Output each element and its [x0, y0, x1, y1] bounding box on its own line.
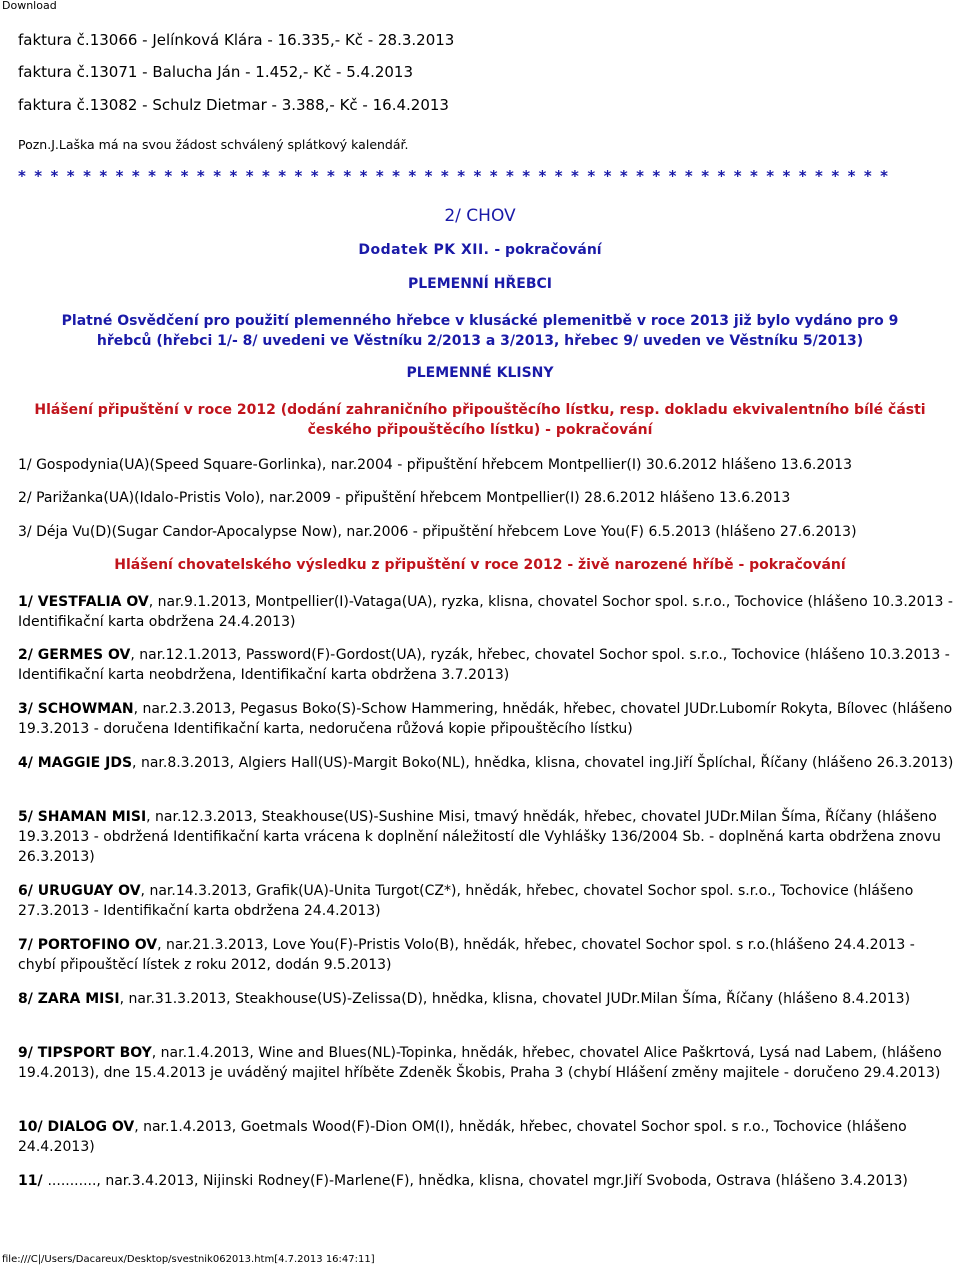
foal-details: , nar.1.4.2013, Wine and Blues(NL)-Topinka, hnědák, hřebec, chovatel Alice Paškrtová, Lysá nad Labem, (hlášeno 19.4.2013), dne 15.4.2013 je uváděný majitel hříběte Zdeněk Škobis, Praha 3 (chybí Hlášení změny majitele - doručeno 29.4.2013) [18, 1045, 942, 1081]
addendum-heading [0, 242, 960, 258]
foal-entry [18, 1117, 956, 1157]
payment-note: Pozn.J.Laška má na svou žádost schválený splátkový kalendář. [18, 137, 409, 152]
star-divider: * * * * * * * * * * * * * * * * * * * * * * * * * * * * * * * * * * * * * * * * * * * * * * * * * * * * * * [18, 167, 890, 185]
invoice-line: faktura č.13082 - Schulz Dietmar - 3.388,- Kč - 16.4.2013 [18, 96, 449, 114]
foal-entry [18, 1043, 956, 1083]
foal-details: , nar.21.3.2013, Love You(F)-Pristis Volo(B), hnědák, hřebec, chovatel Sochor spol. s r.o.(hlášeno 24.4.2013 - chybí připouštěcí lístek z roku 2012, dodán 9.5.2013) [18, 937, 915, 973]
addendum-suffix: - pokračování [489, 242, 602, 258]
foal-details: , nar.2.3.2013, Pegasus Boko(S)-Schow Hammering, hnědák, hřebec, chovatel JUDr.Lubomír Rokyta, Bílovec (hlášeno 19.3.2013 - doručena Identifikační karta, nedoručena růžová kopie připouštěcího lístku) [18, 701, 953, 737]
stallions-text-line: hřebců (hřebci 1/- 8/ uvedeni ve Věstníku 2/2013 a 3/2013, hřebec 9/ uveden ve Věstníku 5/2013) [96, 333, 864, 349]
foal-entry [18, 1171, 956, 1191]
foal-entry [18, 807, 956, 867]
download-link[interactable]: Download [2, 0, 57, 12]
foal-details: , nar.12.1.2013, Password(F)-Gordost(UA), ryzák, hřebec, chovatel Sochor spol. s.r.o., Tochovice (hlášeno 10.3.2013 - Identifikační karta neobdržena, Identifikační karta obdržena 3.7.2013) [18, 647, 950, 683]
foal-entry [18, 753, 956, 773]
foal-details: , nar.1.4.2013, Goetmals Wood(F)-Dion OM(I), hnědák, hřebec, chovatel Sochor spol. s r.o., Tochovice (hlášeno 24.4.2013) [18, 1119, 907, 1155]
addendum-prefix: Dodatek PK XII. [358, 242, 490, 258]
foal-entry [18, 592, 956, 632]
invoice-line: faktura č.13071 - Balucha Ján - 1.452,- Kč - 5.4.2013 [18, 63, 414, 81]
foal-name: 5/ SHAMAN MISI [18, 809, 147, 825]
foal-details: , nar.8.3.2013, Algiers Hall(US)-Margit Boko(NL), hnědka, klisna, chovatel ing.Jiří Šplíchal, Říčany (hlášeno 26.3.2013) [132, 755, 954, 771]
mares-report-line: českého připouštěcího lístku) - pokračování [307, 422, 653, 438]
foal-name: 11/ [18, 1173, 48, 1189]
foal-entry [18, 881, 956, 921]
foal-entry [18, 645, 956, 685]
invoice-line: faktura č.13066 - Jelínková Klára - 16.335,- Kč - 28.3.2013 [18, 31, 455, 49]
foal-name: 9/ TIPSPORT BOY [18, 1045, 152, 1061]
foal-entry [18, 699, 956, 739]
mare-entry: 2/ Parižanka(UA)(Idalo-Pristis Volo), nar.2009 - připuštění hřebcem Montpellier(I) 28.6.2012 hlášeno 13.6.2013 [18, 490, 791, 506]
foal-name: 8/ ZARA MISI [18, 991, 120, 1007]
foal-details: ..........., nar.3.4.2013, Nijinski Rodney(F)-Marlene(F), hnědka, klisna, chovatel mgr.Jiří Svoboda, Ostrava (hlášeno 3.4.2013) [47, 1173, 908, 1189]
foal-name: 1/ VESTFALIA OV [18, 594, 149, 610]
foal-entry [18, 989, 956, 1009]
foal-entry [18, 935, 956, 975]
mares-report-heading [0, 400, 960, 440]
foal-name: 10/ DIALOG OV [18, 1119, 135, 1135]
foal-details: , nar.9.1.2013, Montpellier(I)-Vataga(UA), ryzka, klisna, chovatel Sochor spol. s.r.o., Tochovice (hlášeno 10.3.2013 - Identifikační karta obdržena 24.4.2013) [18, 594, 953, 630]
mare-entry: 1/ Gospodynia(UA)(Speed Square-Gorlinka), nar.2004 - připuštění hřebcem Montpellier(I) 30.6.2012 hlášeno 13.6.2013 [18, 457, 852, 473]
stallions-paragraph [0, 311, 960, 351]
foals-heading: Hlášení chovatelského výsledku z připuštění v roce 2012 - živě narozené hříbě - pokračování [114, 557, 846, 573]
foal-details: , nar.14.3.2013, Grafik(UA)-Unita Turgot(CZ*), hnědák, hřebec, chovatel Sochor spol. s.r.o., Tochovice (hlášeno 27.3.2013 - Identifikační karta obdržena 24.4.2013) [18, 883, 914, 919]
mare-entry: 3/ Déja Vu(D)(Sugar Candor-Apocalypse Now), nar.2006 - připuštění hřebcem Love You(F) 6.5.2013 (hlášeno 27.6.2013) [18, 524, 857, 540]
mares-report-line: Hlášení připuštění v roce 2012 (dodání zahraničního připouštěcího lístku, resp. dokladu ekvivalentního bílé části [34, 402, 926, 418]
foal-name: 2/ GERMES OV [18, 647, 131, 663]
foal-name: 3/ SCHOWMAN [18, 701, 134, 717]
mares-heading: PLEMENNÉ KLISNY [406, 365, 554, 381]
foal-name: 6/ URUGUAY OV [18, 883, 141, 899]
foal-name: 7/ PORTOFINO OV [18, 937, 158, 953]
foal-name: 4/ MAGGIE JDS [18, 755, 133, 771]
foal-details: , nar.12.3.2013, Steakhouse(US)-Sushine Misi, tmavý hnědák, hřebec, chovatel JUDr.Milan Šíma, Říčany (hlášeno 19.3.2013 - obdržená Identifikační karta vrácena k doplnění náležitostí dle Vyhlášky 136/2004 Sb. - doplněná karta obdržena znovu 26.3.2013) [18, 809, 941, 865]
file-path-footer: file:///C|/Users/Dacareux/Desktop/svestnik062013.htm[4.7.2013 16:47:11] [2, 1254, 375, 1265]
section-title: 2/ CHOV [444, 206, 516, 226]
stallions-text-line: Platné Osvědčení pro použití plemenného hřebce v klusácké plemenitbě v roce 2013 již bylo vydáno pro 9 [61, 313, 899, 329]
foal-details: , nar.31.3.2013, Steakhouse(US)-Zelissa(D), hnědka, klisna, chovatel JUDr.Milan Šíma, Říčany (hlášeno 8.4.2013) [119, 991, 911, 1007]
stallions-heading: PLEMENNÍ HŘEBCI [408, 276, 552, 292]
